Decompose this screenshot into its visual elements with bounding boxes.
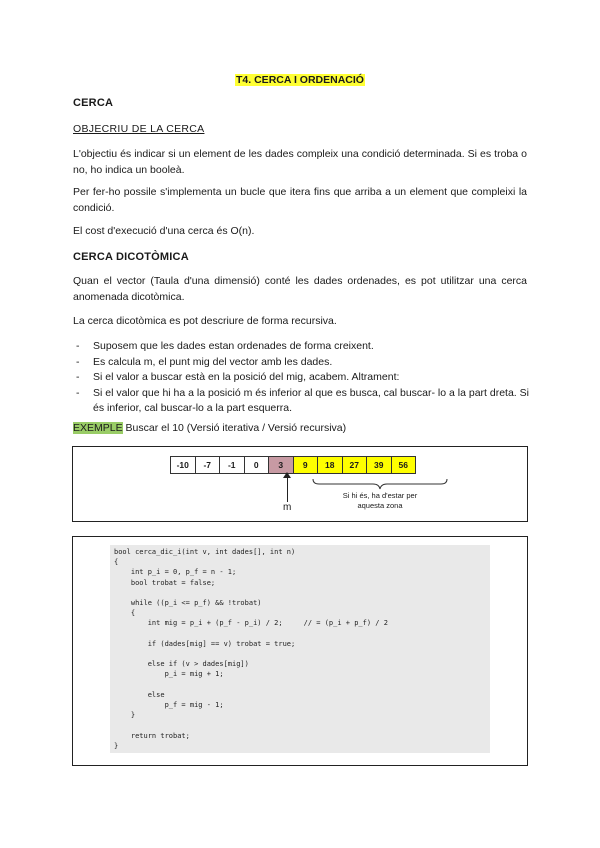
- bullet-list: [73, 339, 533, 417]
- array-cell-middle: 3: [269, 457, 294, 473]
- zone-caption-line-2: aquesta zona: [357, 501, 403, 510]
- paragraph-dicotomica-recursiva: La cerca dicotòmica es pot descriure de forma recursiva.: [73, 315, 337, 327]
- array-figure: [72, 446, 528, 522]
- array-cell: 56: [392, 457, 416, 473]
- array-cell: 0: [245, 457, 270, 473]
- paragraph-cost: El cost d'execució d'una cerca és O(n).: [73, 225, 255, 237]
- example-text: Buscar el 10 (Versió iterativa / Versió recursiva): [122, 422, 347, 434]
- array-cell: 9: [294, 457, 319, 473]
- page-title-text: T4. CERCA I ORDENACIÓ: [236, 74, 364, 86]
- array-cell: -1: [220, 457, 245, 473]
- code-listing: bool cerca_dic_i(int v, int dades[], int n) { int p_i = 0, p_f = n - 1; bool trobat = false; while ((p_i <= p_f) && !trobat) { int mig = p_i + (p_f - p_i) / 2; // = (p_i + p_f) / 2 if (dades[mig] == v) trobat = true; else if (v > dades[mig]) p_i = mig + 1; else p_f = mig - 1; } return trobat; }: [114, 548, 388, 750]
- array-cell: 18: [318, 457, 343, 473]
- array-cell: 27: [343, 457, 368, 473]
- array-cell: 39: [367, 457, 392, 473]
- list-item: - Es calcula m, el punt mig del vector amb les dades.: [73, 355, 533, 371]
- pointer-line: [287, 474, 288, 502]
- example-label: EXEMPLE: [73, 422, 123, 434]
- array-cell: -10: [171, 457, 196, 473]
- curly-brace-icon: [311, 477, 449, 491]
- section-heading-cerca: CERCA: [73, 97, 114, 109]
- zone-caption-line-1: Si hi és, ha d'estar per: [342, 491, 418, 500]
- page-title: [0, 74, 600, 86]
- list-item: - Si el valor que hi ha a la posició m és inferior al que es busca, cal buscar- lo a la part dreta. Si és inferior, cal buscar-lo a la part esquerra.: [73, 386, 533, 417]
- list-item: - Si el valor a buscar està en la posició del mig, acabem. Altrament:: [73, 370, 533, 386]
- paragraph-objectiu: L'objectiu és indicar si un element de les dades compleix una condició determinada. Si es troba o no, ho indica un booleà.: [73, 148, 527, 176]
- code-block: [110, 545, 490, 753]
- zone-caption: [335, 491, 425, 511]
- array-cell: -7: [196, 457, 221, 473]
- paragraph-dicotomica-intro: Quan el vector (Taula d'una dimensió) conté les dades ordenades, es pot utilitzar una cerca anomenada dicotòmica.: [73, 275, 527, 303]
- array-cells: [170, 456, 416, 474]
- pointer-label: m: [283, 502, 292, 513]
- paragraph-implementacio: Per fer-ho possile s'implementa un bucle que itera fins que arriba a un element que compleixi la condició.: [73, 186, 527, 214]
- list-item: - Suposem que les dades estan ordenades de forma creixent.: [73, 339, 533, 355]
- section-heading-cerca-dicotomica: CERCA DICOTÒMICA: [73, 251, 189, 263]
- example-line: [73, 422, 346, 434]
- code-figure: [72, 536, 528, 766]
- subheading-objectiu: OBJECRIU DE LA CERCA: [73, 123, 205, 135]
